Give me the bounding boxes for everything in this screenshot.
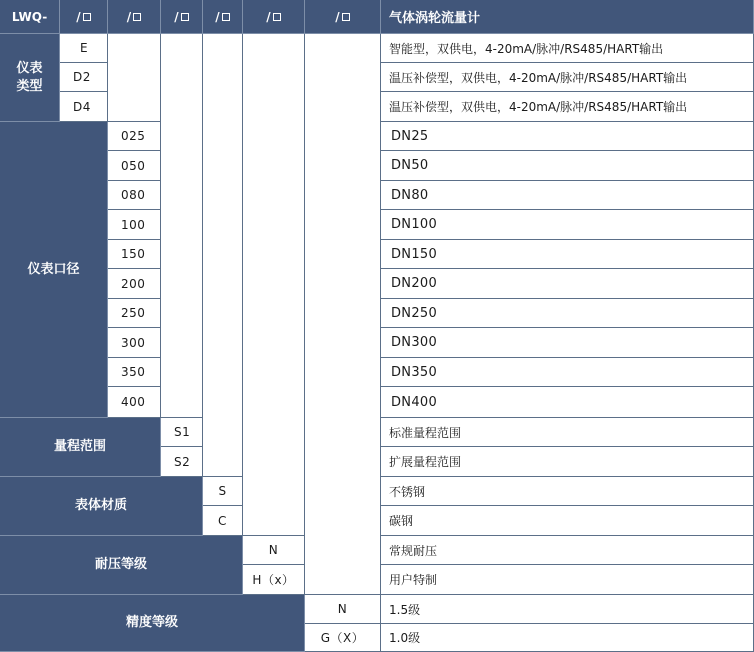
pressure-column-blank — [243, 34, 305, 536]
range-desc-extended: 扩展量程范围 — [381, 447, 754, 477]
slot-mark: / — [266, 9, 271, 24]
meter-type-blank — [108, 34, 161, 122]
slot-mark: / — [215, 9, 220, 24]
pressure-desc-custom: 用户特制 — [381, 565, 754, 595]
material-desc-carbon: 碳钢 — [381, 506, 754, 536]
type-slot-header — [60, 0, 108, 34]
range-column-blank — [161, 34, 203, 418]
accuracy-desc-1-5: 1.5级 — [381, 595, 754, 624]
material-code-s: S — [203, 477, 243, 506]
range-desc-standard: 标准量程范围 — [381, 418, 754, 447]
empty-box-icon — [133, 13, 141, 21]
accuracy-code-g: G（X） — [305, 624, 381, 652]
caliber-desc-dn300: DN300 — [381, 328, 754, 358]
meter-type-code-d4: D4 — [60, 92, 108, 122]
material-slot-header — [203, 0, 243, 34]
accuracy-code-n: N — [305, 595, 381, 624]
meter-type-desc-d4: 温压补偿型，双供电，4-20mA/脉冲/RS485/HART输出 — [381, 92, 754, 122]
caliber-desc-dn350: DN350 — [381, 358, 754, 387]
caliber-desc-dn400: DN400 — [381, 387, 754, 418]
caliber-code-350: 350 — [108, 358, 161, 387]
empty-box-icon — [273, 13, 281, 21]
pressure-code-h: H（x） — [243, 565, 305, 595]
pressure-label: 耐压等级 — [0, 536, 243, 595]
caliber-code-200: 200 — [108, 269, 161, 299]
empty-box-icon — [181, 13, 189, 21]
meter-type-code-d2: D2 — [60, 63, 108, 92]
caliber-desc-dn80: DN80 — [381, 181, 754, 210]
caliber-desc-dn250: DN250 — [381, 299, 754, 328]
caliber-desc-dn150: DN150 — [381, 240, 754, 269]
meter-type-label: 仪表类型 — [0, 34, 60, 122]
accuracy-slot-header — [305, 0, 381, 34]
caliber-code-250: 250 — [108, 299, 161, 328]
caliber-desc-dn100: DN100 — [381, 210, 754, 240]
empty-box-icon — [342, 13, 350, 21]
range-code-s2: S2 — [161, 447, 203, 477]
accuracy-label: 精度等级 — [0, 595, 305, 652]
slot-mark: / — [174, 9, 179, 24]
empty-box-icon — [83, 13, 91, 21]
model-prefix-header: LWQ- — [0, 0, 60, 34]
caliber-code-300: 300 — [108, 328, 161, 358]
range-label: 量程范围 — [0, 418, 161, 477]
empty-box-icon — [222, 13, 230, 21]
caliber-code-100: 100 — [108, 210, 161, 240]
caliber-desc-dn25: DN25 — [381, 122, 754, 151]
slot-mark: / — [126, 9, 132, 24]
meter-type-code-e: E — [60, 34, 108, 63]
caliber-desc-dn50: DN50 — [381, 151, 754, 181]
caliber-code-025: 025 — [108, 122, 161, 151]
caliber-code-150: 150 — [108, 240, 161, 269]
caliber-code-050: 050 — [108, 151, 161, 181]
slot-mark: / — [335, 9, 340, 24]
caliber-code-400: 400 — [108, 387, 161, 418]
material-desc-stainless: 不锈钢 — [381, 477, 754, 506]
material-code-c: C — [203, 506, 243, 536]
caliber-desc-dn200: DN200 — [381, 269, 754, 299]
pressure-desc-normal: 常规耐压 — [381, 536, 754, 565]
meter-type-desc-d2: 温压补偿型，双供电，4-20mA/脉冲/RS485/HART输出 — [381, 63, 754, 92]
slot-mark: / — [76, 9, 81, 24]
caliber-code-080: 080 — [108, 181, 161, 210]
range-code-s1: S1 — [161, 418, 203, 447]
material-column-blank — [203, 34, 243, 477]
pressure-slot-header — [243, 0, 305, 34]
meter-type-desc-e: 智能型，双供电，4-20mA/脉冲/RS485/HART输出 — [381, 34, 754, 63]
pressure-code-n: N — [243, 536, 305, 565]
product-title: 气体涡轮流量计 — [381, 0, 754, 34]
accuracy-column-blank — [305, 34, 381, 595]
caliber-label: 仪表口径 — [0, 122, 108, 418]
accuracy-desc-1-0: 1.0级 — [381, 624, 754, 652]
caliber-slot-header — [108, 0, 161, 34]
range-slot-header — [161, 0, 203, 34]
material-label: 表体材质 — [0, 477, 203, 536]
